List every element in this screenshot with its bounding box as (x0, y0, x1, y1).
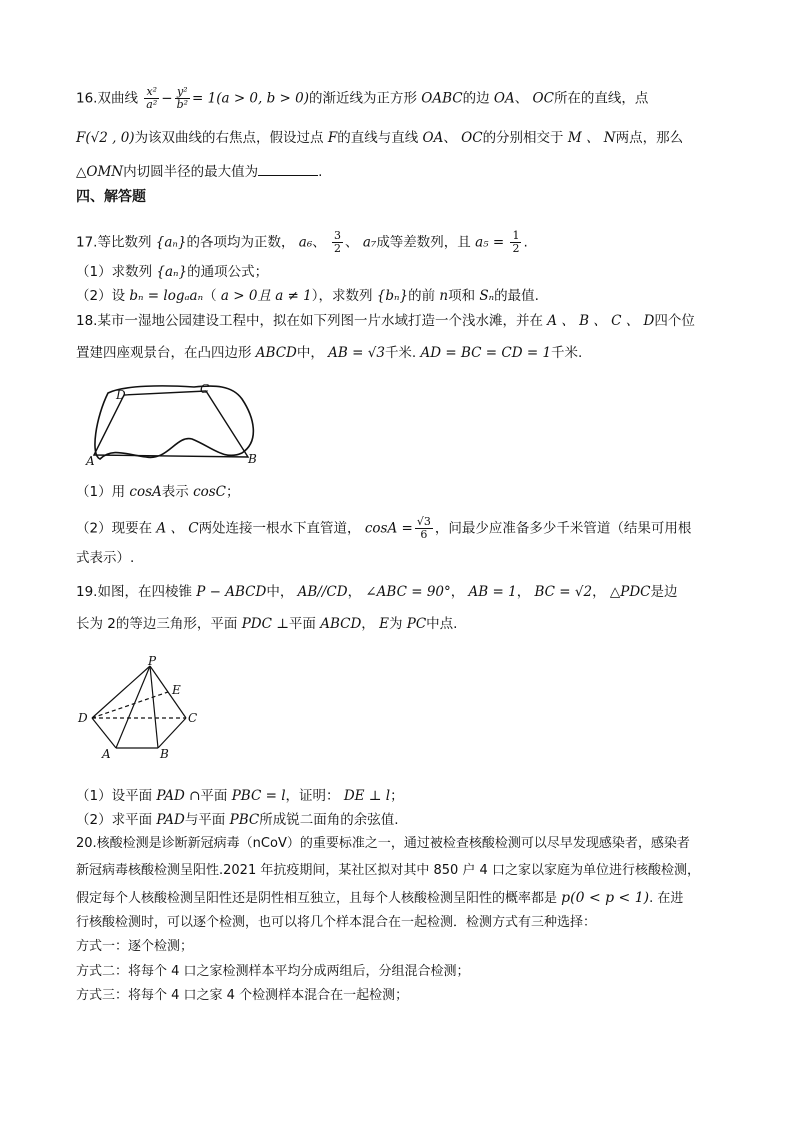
sum-sn: Sₙ (479, 288, 495, 304)
q19-text: （1）设平面 (76, 788, 153, 804)
length-sides: AD = BC = CD = 1 (420, 345, 552, 361)
triangle-pdc: △PDC (609, 584, 651, 600)
parallel-ab-cd: AB//CD (297, 584, 348, 600)
q18-part2-cont (76, 548, 728, 568)
q17-text: 的最值. (494, 288, 539, 304)
line-oa: OA (493, 90, 515, 107)
focus-point: F(√2 , 0) (76, 130, 135, 146)
plane-abcd: ABCD (320, 616, 362, 632)
sequence-bn: {bₙ} (376, 288, 409, 304)
term-a6: a₆ (298, 234, 313, 251)
label-a: A (102, 747, 111, 760)
q17-text: 项和 (448, 288, 476, 304)
q17-part1 (76, 262, 728, 282)
separator: 、 (312, 234, 326, 251)
points-mn: M 、 N (567, 130, 616, 146)
label-b: B (248, 452, 257, 466)
answer-blank[interactable] (258, 161, 318, 176)
q18-text: 千米. (384, 345, 417, 361)
q18-text: 式表示）. (76, 550, 135, 566)
plane-pad: PAD ∩ (156, 788, 201, 804)
points-abcd: A 、 B 、 C 、 D (547, 313, 655, 329)
q19-text: ， (516, 584, 531, 600)
q19-text: 平面 (200, 788, 228, 804)
q19-text: ，证明： (285, 788, 340, 804)
q16-text: 的分别相交于 (482, 130, 564, 146)
term-a5: a₅ = (475, 234, 505, 251)
q19-text: ， (450, 584, 465, 600)
q16-text: 16.双曲线 (76, 90, 138, 107)
length-ab: AB = √3 (328, 345, 385, 361)
sequence-an: {aₙ} (155, 234, 187, 251)
plane-pbc: PBC = l (231, 788, 286, 804)
var-n: n (439, 288, 449, 304)
q19-text: 平面 (288, 616, 316, 632)
q18-line1 (76, 311, 728, 331)
line-oc: OC (461, 130, 483, 146)
q19-text: 与平面 (184, 812, 226, 828)
q18-text: 中， (296, 345, 324, 361)
length-ab: AB = 1 (468, 584, 517, 600)
hyperbola-condition: = 1(a > 0, b > 0) (192, 90, 309, 107)
q17-line1 (76, 230, 728, 255)
q20-line3 (76, 888, 728, 909)
q18-text: （2）现要在 (76, 520, 153, 537)
q17-part2 (76, 286, 728, 306)
plane-pbc: PBC (229, 812, 260, 828)
q16-text: 两点，那么 (615, 130, 684, 146)
q16-text: 为该双曲线的右焦点，假设过点 (134, 130, 324, 146)
cos-a-label: cosA = (364, 520, 413, 537)
q16-text: 的渐近线为正方形 (308, 90, 417, 107)
q19-text: ， (592, 584, 606, 600)
label-c: C (200, 382, 210, 396)
q18-text: （1）用 (76, 484, 126, 500)
section-heading: 四、解答题 (76, 189, 146, 205)
q17-text: ），求数列 (311, 288, 373, 304)
line-oc: OC (532, 90, 554, 107)
q19-text: 长为 2的等边三角形，平面 (76, 616, 238, 632)
edge-pa (116, 666, 150, 748)
q18-part1 (76, 482, 728, 502)
q17-text: 成等差数列，且 (376, 234, 471, 251)
q17-text: 的前 (408, 288, 436, 304)
label-a: A (86, 454, 95, 468)
angle-abc: ∠ABC = 90° (365, 584, 451, 600)
label-d: D (116, 388, 126, 402)
separator: 、 (514, 90, 529, 107)
q18-text: 18.某市一湿地公园建设工程中，拟在如下列图一片水域打造一个浅水滩，并在 (76, 313, 543, 329)
point-e: E (379, 616, 389, 632)
edge-pd (92, 666, 150, 718)
q16-text: 的直线与直线 (337, 130, 419, 146)
q19-text: 为 (388, 616, 403, 632)
hyperbola-y-fraction: $\frac{\text{y²}}{\text{b²}}$ (176, 85, 189, 111)
q18-text: 两处连接一根水下直管道， (198, 520, 361, 537)
q18-text: ； (226, 484, 240, 500)
q17-text: （1）求数列 (76, 264, 153, 280)
fraction-root3-over-6: $\frac{√3}{6}$ (416, 515, 431, 541)
q19-text: ， (361, 616, 375, 632)
method-two: 方式二：将每个 4 口之家检测样本平均分成两组后，分组混合检测； (76, 964, 470, 979)
q16-line3 (76, 161, 728, 182)
de-perp-l: DE ⊥ l (343, 788, 391, 804)
triangle-omn: △OMN (76, 164, 124, 180)
quad-abcd: ABCD (255, 345, 297, 361)
segment-pc: PC (406, 616, 427, 632)
separator: 、 (443, 130, 457, 146)
q18-text: 四个位 (654, 313, 695, 329)
q19-part1 (76, 786, 728, 806)
separator: 、 (345, 234, 359, 251)
points-ac: A 、 C (156, 520, 199, 537)
probability-p: p(0 < p < 1) (561, 890, 650, 906)
q20-line1: 20.核酸检测是诊断新冠病毒（nCoV）的重要标准之一，通过被检查核酸检测可以尽早发现感染者，感染者 (76, 836, 690, 851)
formula-bn: bₙ = logₐaₙ (129, 288, 204, 304)
q19-text: ， (347, 584, 362, 600)
q17-text: （ (203, 288, 217, 304)
q16-text: . (318, 164, 323, 180)
q20-line4: 行核酸检测时，可以逐个检测，也可以将几个样本混合在一起检测．检测方式有三种选择： (76, 915, 597, 930)
q19-text: 是边 (650, 584, 678, 600)
q17-text: （2）设 (76, 288, 126, 304)
pyramid-figure (76, 656, 216, 760)
length-bc: BC = √2 (534, 584, 593, 600)
q19-text: 中， (266, 584, 294, 600)
q18-text: ，问最少应准备多少千米管道（结果可用根 (434, 520, 692, 537)
label-c: C (188, 711, 198, 725)
plane-pad: PAD (156, 812, 185, 828)
q18-text: 表示 (161, 484, 189, 500)
q19-line1 (76, 582, 728, 602)
edge-da (92, 718, 116, 748)
q20-text: 假定每个人核酸检测呈阳性还是阴性相互独立，且每个人核酸检测呈阳性的概率都是 (76, 891, 558, 906)
sequence-an: {aₙ} (156, 264, 188, 280)
cos-c: cosC (193, 484, 227, 500)
fraction-one-half: $\frac{1}{2}$ (512, 229, 520, 255)
q19-text: 19.如图，在四棱锥 (76, 584, 192, 600)
q19-part2 (76, 810, 728, 830)
q17-text: 的通项公式； (187, 264, 269, 280)
label-d: D (78, 711, 88, 725)
hyperbola-x-fraction: $\frac{\text{x²}}{\text{a²}}$ (146, 85, 158, 111)
method-one: 方式一：逐个检测； (76, 939, 194, 954)
q17-text: . (523, 234, 528, 251)
label-e: E (172, 683, 181, 697)
q19-text: 中点. (426, 616, 458, 632)
pyramid-name: P − ABCD (196, 584, 267, 600)
q16-line2 (76, 128, 728, 148)
label-b: B (160, 747, 169, 760)
q17-text: 17.等比数列 (76, 234, 152, 251)
cos-a: cosA (129, 484, 162, 500)
edge-bc (158, 718, 186, 748)
square-name: OABC (421, 90, 463, 107)
edge-pb (150, 666, 158, 748)
q16-text: 所在的直线，点 (553, 90, 649, 107)
q17-text: 的各项均为正数， (186, 234, 295, 251)
line-oa: OA (422, 130, 444, 146)
q19-line2 (76, 614, 728, 634)
q19-text: ； (390, 788, 404, 804)
q18-text: 千米. (551, 345, 583, 361)
q16-line1: 16.双曲线 $\frac{\text{x²}}{\text{a²}}$ − $\frac{\text{y²}}{\text{b²}}$ = 1(a > 0, b > 0)的渐近线为正方形 OABC的边 OA、 OC所在的直线，点 (76, 85, 649, 111)
base-condition: a > 0且 a ≠ 1 (220, 288, 312, 304)
label-p: P (148, 656, 157, 668)
q18-part2 (76, 516, 728, 541)
point-f: F (327, 130, 338, 146)
plane-pdc: PDC ⊥ (241, 616, 289, 632)
q16-text: 的边 (462, 90, 490, 107)
q19-text: 所成锐二面角的余弦值. (259, 812, 399, 828)
term-a7: a₇ (362, 234, 377, 251)
q20-line2: 新冠病毒核酸检测呈阳性.2021 年抗疫期间，某社区拟对其中 850 户 4 口之家以家庭为单位进行核酸检测， (76, 863, 700, 878)
q20-text: . 在进 (649, 891, 684, 906)
fraction-three-halves: $\frac{3}{2}$ (334, 229, 342, 255)
method-three: 方式三：将每个 4 口之家 4 个检测样本混合在一起检测； (76, 988, 409, 1003)
q18-text: 置建四座观景台，在凸四边形 (76, 345, 252, 361)
q18-line2 (76, 343, 728, 363)
lake-quadrilateral-figure (84, 377, 274, 469)
q19-text: （2）求平面 (76, 812, 153, 828)
q16-text: 内切圆半径的最大值为 (123, 164, 259, 180)
